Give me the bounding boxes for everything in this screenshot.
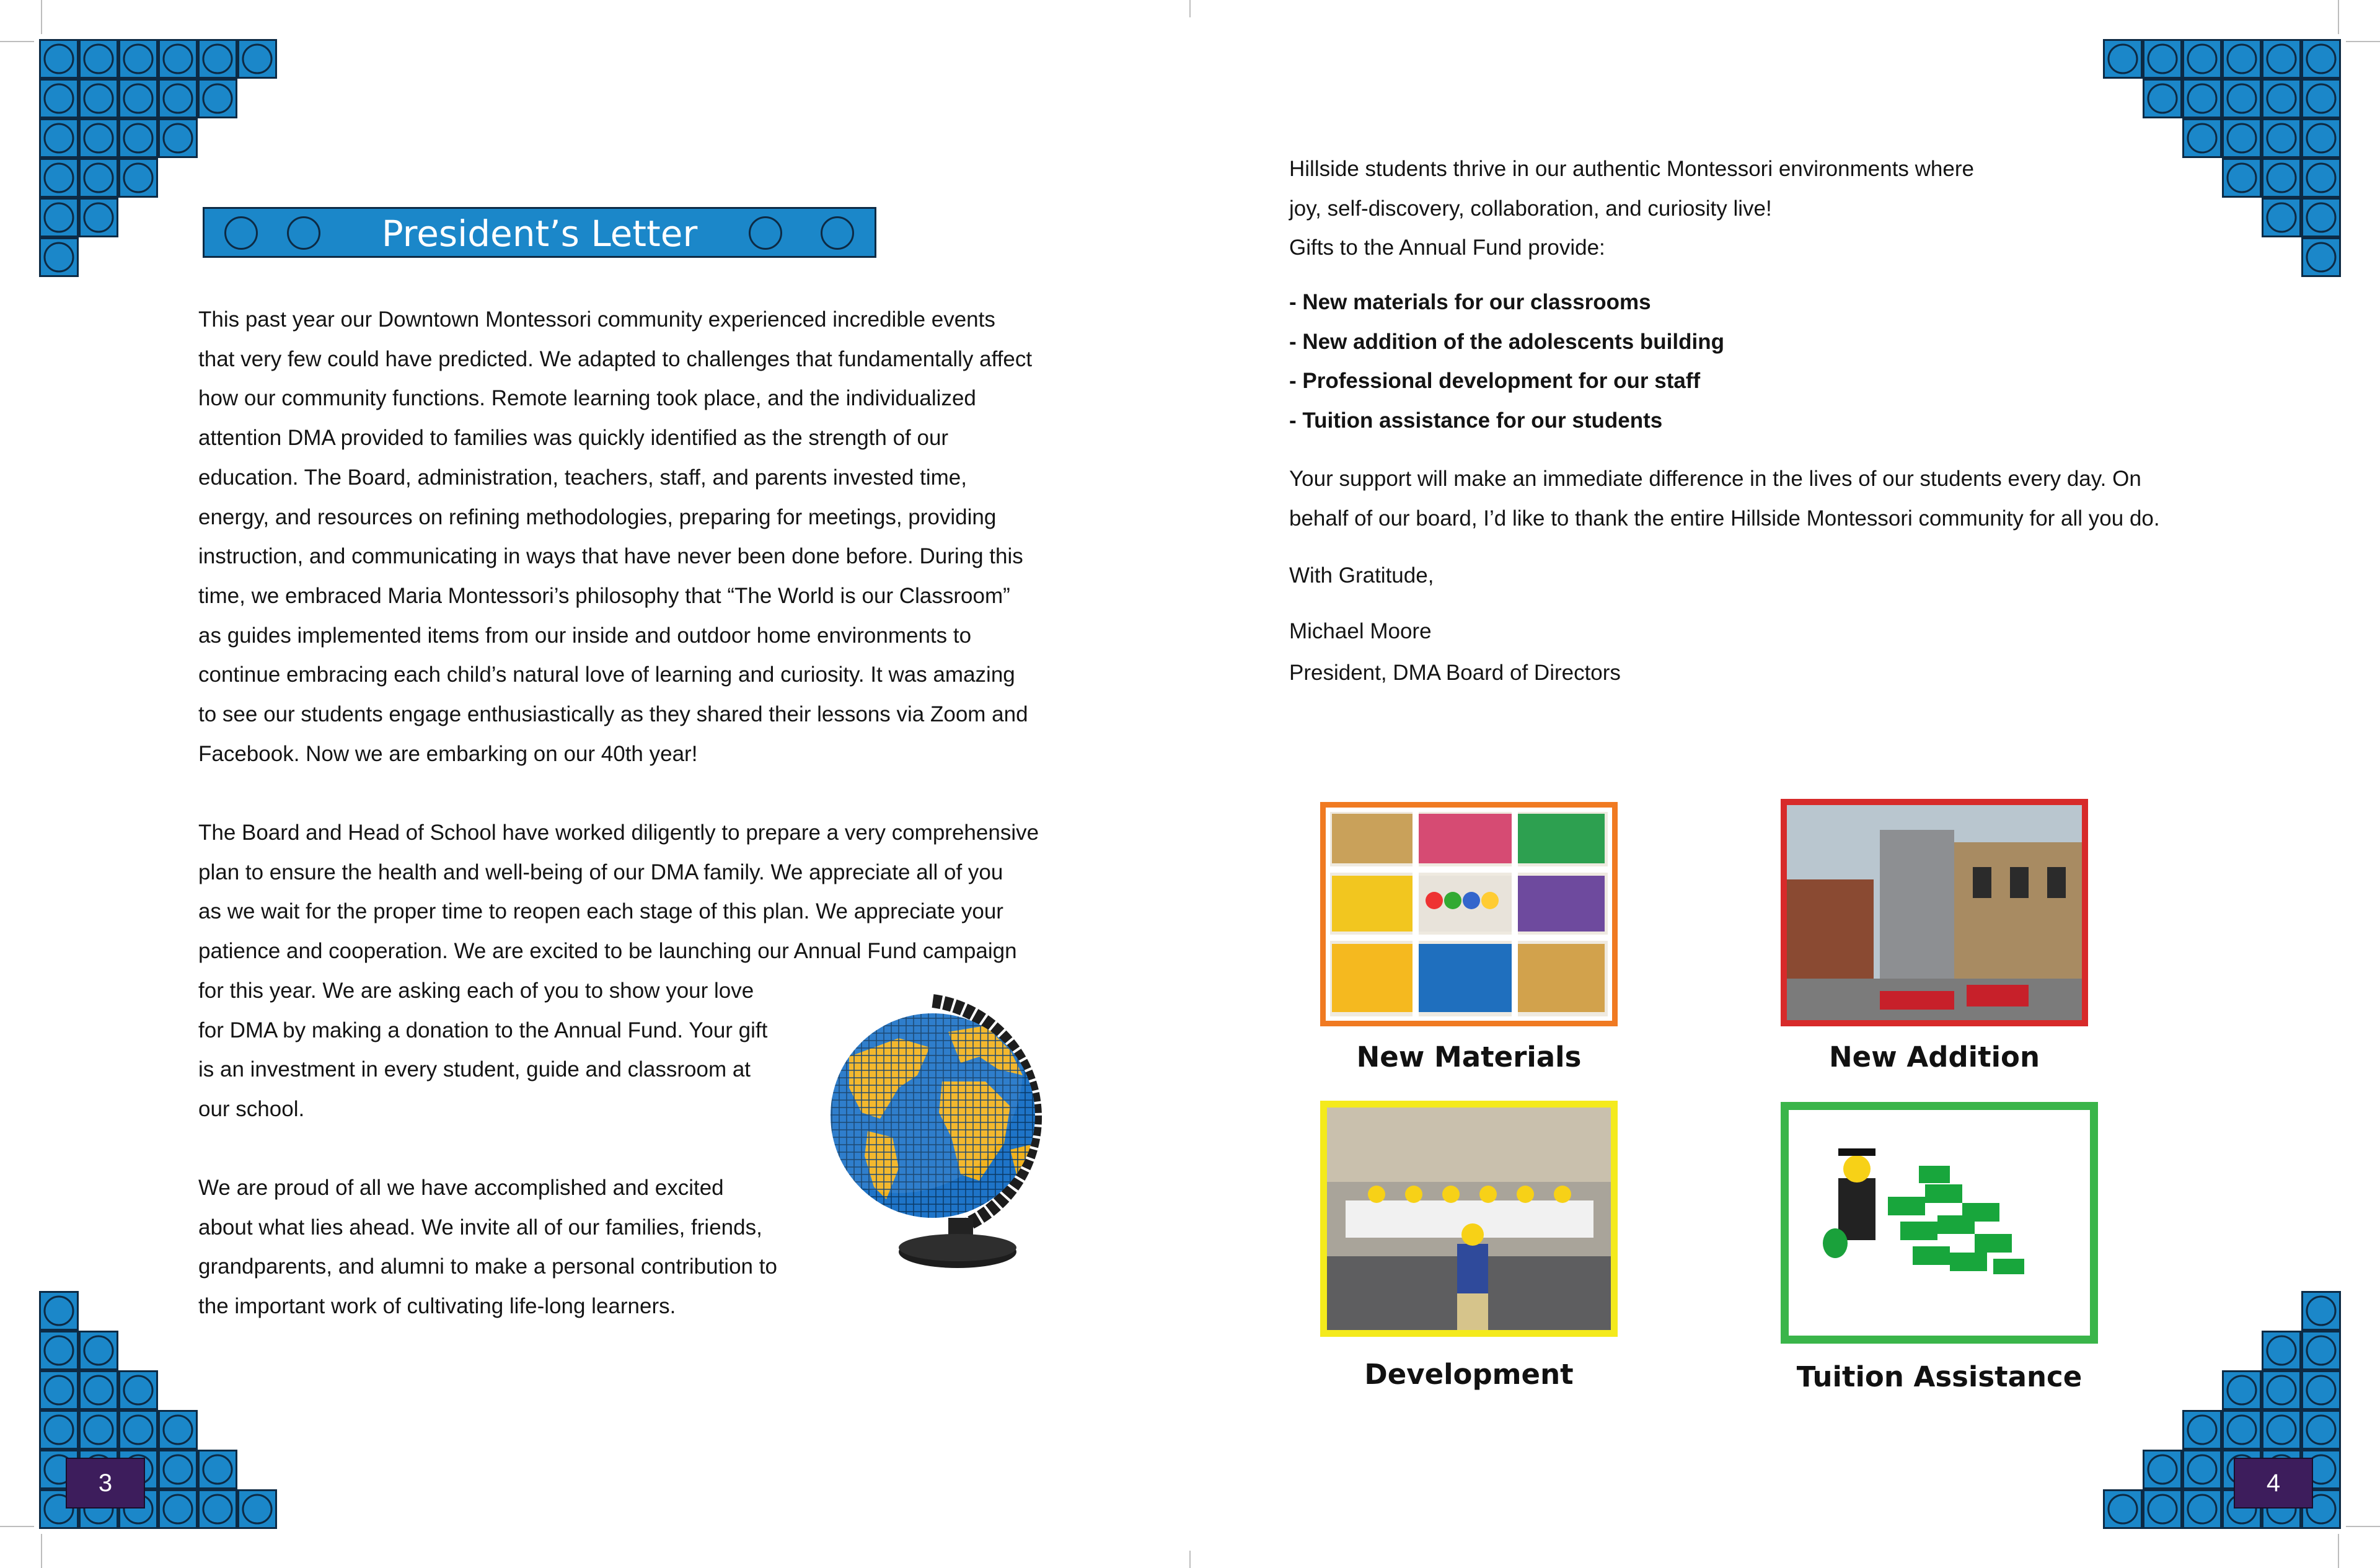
photo-tuition-assistance (1781, 1102, 2098, 1344)
lego-stud (2307, 1416, 2335, 1444)
crop-mark (2338, 1534, 2339, 1568)
text-line: that very few could have predicted. We adapted to challenges that fundamentally affect (198, 346, 1033, 371)
lego-stud (2188, 1416, 2216, 1444)
text-line: The Board and Head of School have worked diligently to prepare a very comprehensive (198, 821, 1039, 845)
caption-new-addition: New Addition (1829, 1041, 2040, 1073)
classroom-image-icon (1327, 1108, 1611, 1330)
lego-stud (2228, 124, 2256, 152)
text-line: as we wait for the proper time to reopen each stage of this plan. We appreciate your (198, 899, 1003, 924)
letter-paragraph-1 (198, 300, 1032, 773)
text-line: how our community functions. Remote learning took place, and the individualized (198, 386, 976, 411)
lego-stud (2188, 1455, 2216, 1484)
lego-stud (2267, 203, 2296, 232)
crop-mark (0, 1526, 34, 1527)
signature-name: Michael Moore (1289, 619, 1432, 643)
lego-stud (2267, 45, 2296, 73)
photo-development (1320, 1101, 1618, 1337)
lego-stud (124, 164, 152, 192)
lego-stud (45, 45, 73, 73)
lego-stud (2307, 243, 2335, 271)
lego-stud (124, 124, 152, 152)
page-title: President’s Letter (381, 213, 698, 255)
text-line: plan to ensure the health and well-being of our DMA family. We appreciate all of you (198, 860, 1003, 884)
text-line: We are proud of all we have accomplished and excited (198, 1176, 724, 1200)
lego-stud (45, 1297, 73, 1325)
lego-stud (164, 1455, 192, 1484)
crop-mark (41, 0, 42, 34)
text-line: is an investment in every student, guide and classroom at (198, 1057, 751, 1082)
lego-stud (2267, 84, 2296, 113)
lego-stud (203, 45, 232, 73)
page-number-left: 3 (66, 1458, 145, 1509)
text-line: patience and cooperation. We are excited to be launching our Annual Fund campaign (198, 939, 1017, 964)
lego-stud (2307, 45, 2335, 73)
lego-stud (2307, 1297, 2335, 1325)
lego-stud (84, 1336, 113, 1365)
lego-stud (2267, 164, 2296, 192)
text-line: energy, and resources on refining methodologies, preparing for meetings, providing (198, 504, 997, 529)
photo-new-materials (1320, 802, 1618, 1026)
lego-stud (124, 1376, 152, 1404)
closing-text: With Gratitude, (1289, 563, 1434, 588)
lego-stud (84, 1376, 113, 1404)
lego-stud (2148, 84, 2177, 113)
crop-mark (1189, 1551, 1191, 1568)
caption-tuition-assistance: Tuition Assistance (1796, 1360, 2082, 1393)
lego-stud (45, 1416, 73, 1444)
text-line: time, we embraced Maria Montessori’s philosophy that “The World is our Classroom” (198, 583, 1010, 608)
lego-stud (2307, 1376, 2335, 1404)
graduate-money-image-icon (1789, 1110, 2090, 1336)
lego-stud (203, 1455, 232, 1484)
intro-paragraph (1289, 149, 1974, 268)
lego-stud (2188, 45, 2216, 73)
text-line: education. The Board, administration, teachers, staff, and parents invested time, (198, 465, 967, 490)
lego-stud (2307, 164, 2335, 192)
lego-stud (2228, 1376, 2256, 1404)
list-item: - New addition of the adolescents building (1289, 329, 1724, 354)
text-line: instruction, and communicating in ways that have never been done before. During this (198, 544, 1023, 569)
lego-stud (45, 1336, 73, 1365)
text-line: our school. (198, 1096, 305, 1121)
lego-stud (84, 164, 113, 192)
lego-stud (2307, 124, 2335, 152)
crop-mark (41, 1534, 42, 1568)
lego-stud (164, 84, 192, 113)
text-line: attention DMA provided to families was quickly identified as the strength of our (198, 426, 949, 451)
lego-stud (164, 1495, 192, 1523)
lego-stud (2267, 1416, 2296, 1444)
building-image-icon (1787, 805, 2082, 1020)
title-banner (203, 207, 876, 258)
text-line: Your support will make an immediate difference in the lives of our students every day. On (1289, 467, 2141, 491)
lego-stud (45, 243, 73, 271)
lego-stud (203, 1495, 232, 1523)
text-line: Gifts to the Annual Fund provide: (1289, 236, 1605, 260)
text-line: joy, self-discovery, collaboration, and curiosity live! (1289, 196, 1772, 221)
support-paragraph (1289, 459, 2160, 538)
lego-stud (84, 84, 113, 113)
text-line: about what lies ahead. We invite all of our families, friends, (198, 1215, 762, 1240)
signature-title: President, DMA Board of Directors (1289, 661, 1621, 685)
signature-block (1289, 610, 1621, 694)
lego-stud (45, 84, 73, 113)
lego-stud (2109, 1495, 2137, 1523)
lego-stud (45, 124, 73, 152)
lego-stud (84, 203, 113, 232)
lego-stud (124, 1416, 152, 1444)
lego-stud (84, 1416, 113, 1444)
crop-mark (0, 41, 34, 42)
lego-stud (203, 84, 232, 113)
list-item: - New materials for our classrooms (1289, 290, 1651, 314)
lego-stud (2148, 1495, 2177, 1523)
lego-stud (243, 45, 271, 73)
lego-stud (2307, 84, 2335, 113)
crop-mark (1189, 0, 1191, 17)
caption-new-materials: New Materials (1356, 1041, 1582, 1073)
lego-stud (164, 124, 192, 152)
lego-stud (2228, 84, 2256, 113)
text-line: Hillside students thrive in our authentic Montessori environments where (1289, 157, 1974, 181)
page-number-right: 4 (2234, 1458, 2313, 1509)
lego-stud (2307, 1336, 2335, 1365)
lego-stud (2148, 45, 2177, 73)
lego-stud (2188, 1495, 2216, 1523)
text-line: the important work of cultivating life-long learners. (198, 1294, 676, 1319)
lego-stud (2267, 124, 2296, 152)
lego-stud (2188, 84, 2216, 113)
lego-stud (164, 1416, 192, 1444)
crop-mark (2338, 0, 2339, 34)
text-line: for this year. We are asking each of you to show your love (198, 978, 754, 1003)
text-line: behalf of our board, I’d like to thank the entire Hillside Montessori community for all you do. (1289, 506, 2160, 531)
lego-stud (84, 45, 113, 73)
list-item: - Tuition assistance for our students (1289, 408, 1663, 433)
lego-stud (164, 45, 192, 73)
text-line: grandparents, and alumni to make a personal contribution to (198, 1254, 777, 1279)
lego-stud (45, 1376, 73, 1404)
text-line: for DMA by making a donation to the Annual Fund. Your gift (198, 1018, 768, 1042)
list-item: - Professional development for our staff (1289, 369, 1701, 394)
photo-new-addition (1781, 799, 2088, 1026)
shelf-image-icon (1326, 808, 1612, 1021)
lego-stud (84, 124, 113, 152)
letter-paragraph-3 (198, 1168, 777, 1326)
lego-stud (124, 84, 152, 113)
text-line: This past year our Downtown Montessori community experienced incredible events (198, 307, 995, 332)
crop-mark (2346, 41, 2380, 42)
lego-stud (45, 164, 73, 192)
lego-stud (2148, 1455, 2177, 1484)
lego-stud (2228, 1416, 2256, 1444)
lego-stud (2267, 1376, 2296, 1404)
text-line: continue embracing each child’s natural love of learning and curiosity. It was amazing (198, 663, 1015, 687)
lego-stud (45, 203, 73, 232)
caption-development: Development (1364, 1358, 1574, 1391)
lego-stud (2228, 164, 2256, 192)
lego-stud (124, 45, 152, 73)
text-line: as guides implemented items from our inside and outdoor home environments to (198, 623, 972, 648)
text-line: to see our students engage enthusiastically as they shared their lessons via Zoom and (198, 702, 1028, 727)
crop-mark (2346, 1526, 2380, 1527)
lego-corner-top-right-icon (2103, 39, 2341, 277)
lego-stud (2267, 1336, 2296, 1365)
lego-stud (2228, 45, 2256, 73)
lego-globe-icon (824, 989, 1060, 1274)
lego-stud (2188, 124, 2216, 152)
lego-stud (2109, 45, 2137, 73)
text-line: Facebook. Now we are embarking on our 40th year! (198, 741, 698, 766)
lego-stud (2307, 203, 2335, 232)
gift-list (1289, 283, 1724, 441)
lego-stud (243, 1495, 271, 1523)
